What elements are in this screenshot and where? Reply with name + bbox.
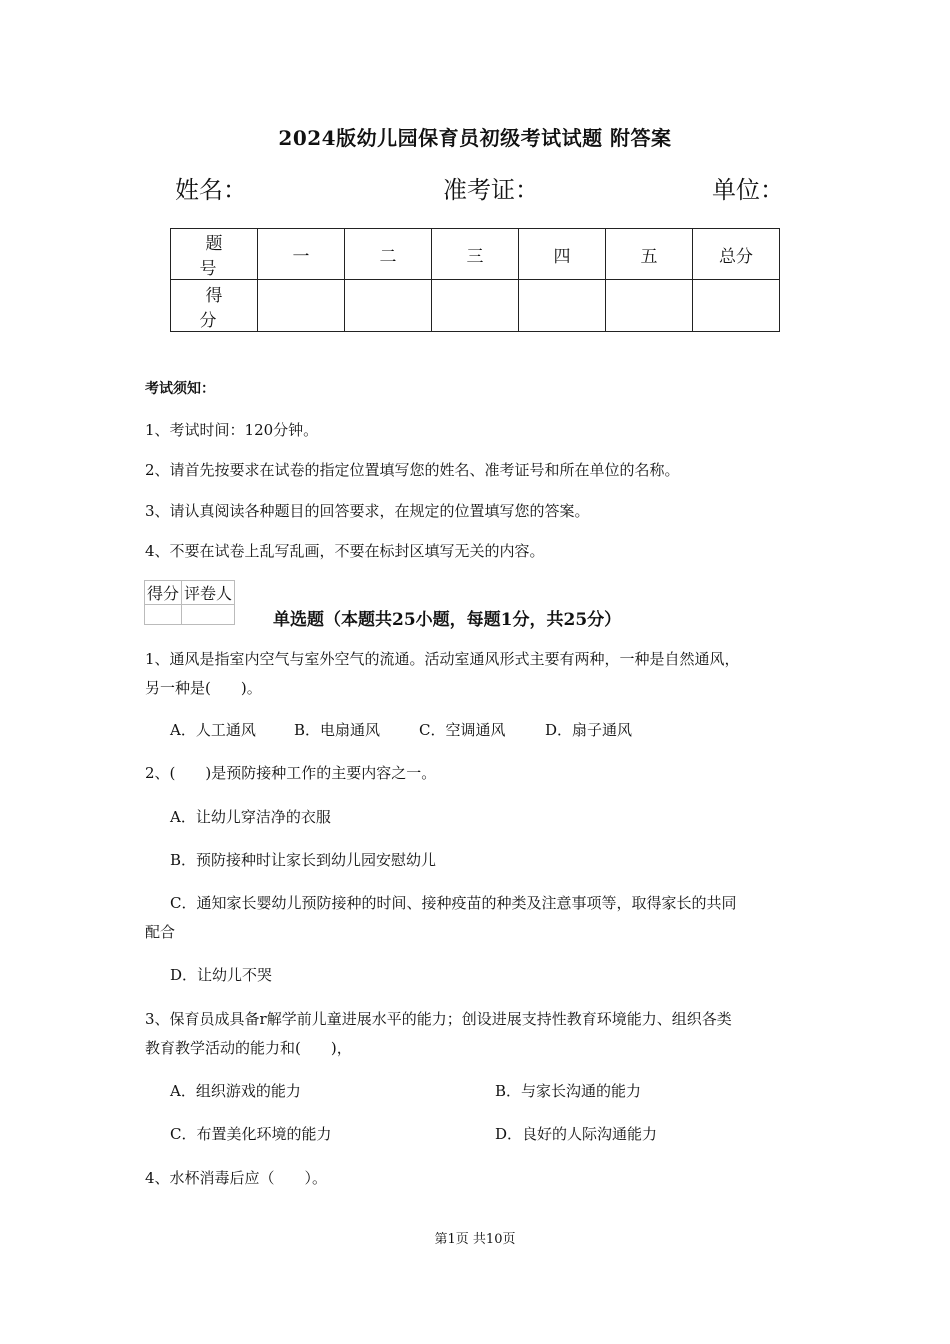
question-1-option-a[interactable]: A．人工通风	[170, 721, 256, 739]
notice-item: 2、请首先按要求在试卷的指定位置填写您的姓名、准考证号和所在单位的名称。	[145, 461, 680, 479]
question-2-stem: 2、( )是预防接种工作的主要内容之一。	[145, 764, 437, 782]
question-3-option-d[interactable]: D．良好的人际沟通能力	[495, 1125, 658, 1143]
score-cell-4[interactable]	[519, 280, 606, 332]
exam-id-field-label: 准考证：	[443, 176, 539, 204]
score-table-score-row	[171, 280, 780, 332]
notice-item: 1、考试时间：120分钟。	[145, 421, 319, 439]
section-4-header: 四	[519, 229, 606, 280]
section-title: 单选题（本题共25小题，每题1分，共25分）	[273, 610, 622, 630]
question-1-stem: 1、通风是指室内空气与室外空气的流通。活动室通风形式主要有两种，一种是自然通风，	[145, 650, 740, 668]
score-table	[170, 228, 780, 332]
document-title: 2024版幼儿园保育员初级考试试题 附答案	[278, 126, 672, 150]
question-4-stem: 4、水杯消毒后应（ ）。	[145, 1169, 328, 1187]
question-2-option-a[interactable]: A．让幼儿穿洁净的衣服	[170, 808, 331, 826]
question-3-stem: 3、保育员成具备r解学前儿童进展水平的能力；创设进展支持性教育环境能力、组织各类	[145, 1010, 732, 1028]
grader-box	[144, 580, 235, 625]
question-2-option-c[interactable]: C．通知家长婴幼儿预防接种的时间、接种疫苗的种类及注意事项等，取得家长的共同	[170, 894, 737, 912]
question-3-option-a[interactable]: A．组织游戏的能力	[170, 1082, 301, 1100]
grader-score-label: 得分	[145, 581, 182, 605]
question-2-option-c-continued: 配合	[145, 923, 176, 941]
grader-name-label: 评卷人	[182, 581, 235, 605]
score-cell-1[interactable]	[258, 280, 345, 332]
score-cell-3[interactable]	[432, 280, 519, 332]
question-number-header: 题 号	[171, 229, 258, 280]
notice-item: 4、不要在试卷上乱写乱画，不要在标封区填写无关的内容。	[145, 542, 545, 560]
total-header: 总分	[693, 229, 780, 280]
section-1-header: 一	[258, 229, 345, 280]
page-footer: 第1页 共10页	[434, 1232, 516, 1247]
question-2-option-b[interactable]: B．预防接种时让家长到幼儿园安慰幼儿	[170, 851, 437, 869]
question-1-option-c[interactable]: C．空调通风	[419, 721, 506, 739]
question-1-option-d[interactable]: D．扇子通风	[545, 721, 633, 739]
notice-item: 3、请认真阅读各种题目的回答要求，在规定的位置填写您的答案。	[145, 502, 590, 520]
question-1-stem-continued: 另一种是( )。	[145, 679, 262, 697]
question-2-option-d[interactable]: D．让幼儿不哭	[170, 966, 273, 984]
score-cell-2[interactable]	[345, 280, 432, 332]
score-cell-total[interactable]	[693, 280, 780, 332]
section-5-header: 五	[606, 229, 693, 280]
grader-name-cell[interactable]	[182, 605, 235, 625]
notice-heading: 考试须知：	[145, 381, 215, 397]
grader-score-cell[interactable]	[145, 605, 182, 625]
question-3-stem-continued: 教育教学活动的能力和( )，	[145, 1039, 352, 1057]
score-table-header-row	[171, 229, 780, 280]
question-3-option-c[interactable]: C．布置美化环境的能力	[170, 1125, 332, 1143]
question-3-option-b[interactable]: B．与家长沟通的能力	[495, 1082, 642, 1100]
section-3-header: 三	[432, 229, 519, 280]
score-row-label: 得 分	[171, 280, 258, 332]
question-1-option-b[interactable]: B．电扇通风	[294, 721, 381, 739]
section-2-header: 二	[345, 229, 432, 280]
name-field-label: 姓名：	[175, 176, 247, 204]
score-cell-5[interactable]	[606, 280, 693, 332]
unit-field-label: 单位：	[712, 176, 784, 204]
